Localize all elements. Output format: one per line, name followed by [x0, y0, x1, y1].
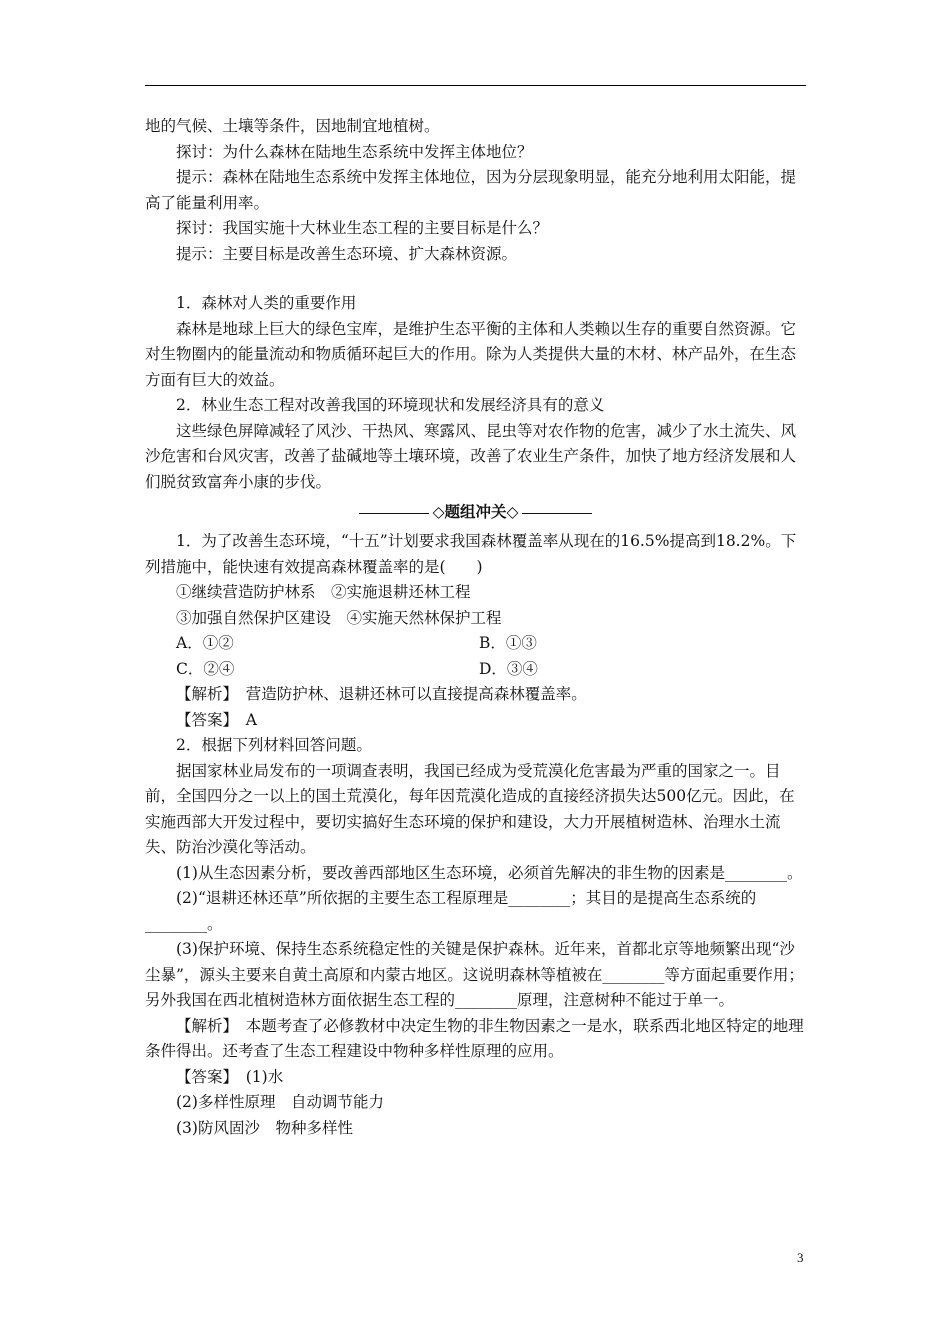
summary-heading-2: 2．林业生态工程对改善我国的环境现状和发展经济具有的意义 — [176, 396, 605, 414]
summary-paragraph-1: 森林是地球上巨大的绿色宝库，是维护生态平衡的主体和人类赖以生存的重要自然资源。它对生物圈内的能量流动和物质循环起巨大的作用。除为人类提供大量的木材、林产品外，在生态方面有巨大的效益。 — [145, 319, 797, 389]
section-title: ◇题组冲关◇ — [432, 503, 519, 522]
summary-paragraph-2: 这些绿色屏障减轻了风沙、干热风、寒露风、昆虫等对农作物的危害，减少了水土流失、风沙危害和台风灾害，改善了盐碱地等土壤环境，改善了农业生产条件，加快了地方经济发展和人们脱贫致富奔小康的步伐。 — [145, 421, 797, 491]
option-b: B．①③ — [479, 634, 537, 652]
option-a: A．①② — [176, 634, 234, 652]
options-row-2 — [145, 657, 806, 683]
spacer — [145, 267, 806, 291]
divider-line-left — [359, 513, 429, 514]
question-1-items-b: ③加强自然保护区建设 ④实施天然林保护工程 — [176, 608, 502, 627]
question-2-analysis: 【解析】 本题考查了必修教材中决定生物的非生物因素之一是水，联系西北地区特定的地理条件得出。还考查了生态工程建设中物种多样性原理的应用。 — [145, 1016, 804, 1060]
question-2-material: 据国家林业局发布的一项调查表明，我国已经成为受荒漠化危害最为严重的国家之一。目前，全国四分之一以上的国土荒漠化，每年因荒漠化造成的直接经济损失达500亿元。因此，在实施西部大开发过程中，要切实搞好生态环境的保护和建设，大力开展植树造林、治理水土流失、防治沙漠化等活动。 — [145, 761, 795, 856]
question-2-sub-3: (3)保护环境、保持生态系统稳定性的关键是保护森林。近年来，首都北京等地频繁出现“沙尘暴”，源头主要来自黄土高原和内蒙古地区。这说明森林等植被在________等方面起重要作用；另外我国在西北植树造林方面依据生态工程的________原理，注意树种不能过于单一。 — [145, 940, 804, 1009]
question-2-answer-2: (2)多样性原理 自动调节能力 — [176, 1093, 384, 1111]
options-row-1 — [145, 631, 806, 657]
question-2-sub-2: (2)“退耕还林还草”所依据的主要生态工程原理是________；其目的是提高生态系统的________。 — [145, 889, 757, 933]
question-2-stem: 2．根据下列材料回答问题。 — [176, 736, 372, 754]
hint-answer-2: 提示：主要目标是改善生态环境、扩大森林资源。 — [176, 244, 518, 263]
option-c: C．②④ — [176, 659, 235, 678]
question-2-sub-1: (1)从生态因素分析，要改善西部地区生态环境，必须首先解决的非生物的因素是________。 — [176, 863, 803, 882]
hint-answer-1: 提示：森林在陆地生态系统中发挥主体地位，因为分层现象明显，能充分地利用太阳能，提高了能量利用率。 — [145, 168, 797, 212]
option-d: D．③④ — [479, 659, 538, 678]
summary-heading-1: 1．森林对人类的重要作用 — [176, 294, 357, 312]
page-number: 3 — [797, 1250, 804, 1265]
header-rule — [145, 85, 806, 86]
discussion-question-2: 探讨：我国实施十大林业生态工程的主要目标是什么？ — [176, 219, 549, 237]
section-divider — [145, 501, 806, 525]
question-1-answer: 【答案】 A — [176, 710, 257, 729]
page-content — [145, 114, 806, 1141]
question-1-stem: 1．为了改善生态环境，“十五”计划要求我国森林覆盖率从现在的16.5%提高到18.2%。下列措施中，能快速有效提高森林覆盖率的是( ) — [145, 532, 797, 576]
intro-line: 地的气候、土壤等条件，因地制宜地植树。 — [145, 117, 440, 135]
divider-line-right — [522, 513, 592, 514]
question-1-items-a: ①继续营造防护林系 ②实施退耕还林工程 — [176, 583, 471, 601]
question-2-answer-1: 【答案】 (1)水 — [176, 1067, 284, 1086]
discussion-question-1: 探讨：为什么森林在陆地生态系统中发挥主体地位？ — [176, 142, 533, 161]
question-2-answer-3: (3)防风固沙 物种多样性 — [176, 1118, 353, 1137]
question-1-analysis: 【解析】 营造防护林、退耕还林可以直接提高森林覆盖率。 — [176, 685, 587, 703]
